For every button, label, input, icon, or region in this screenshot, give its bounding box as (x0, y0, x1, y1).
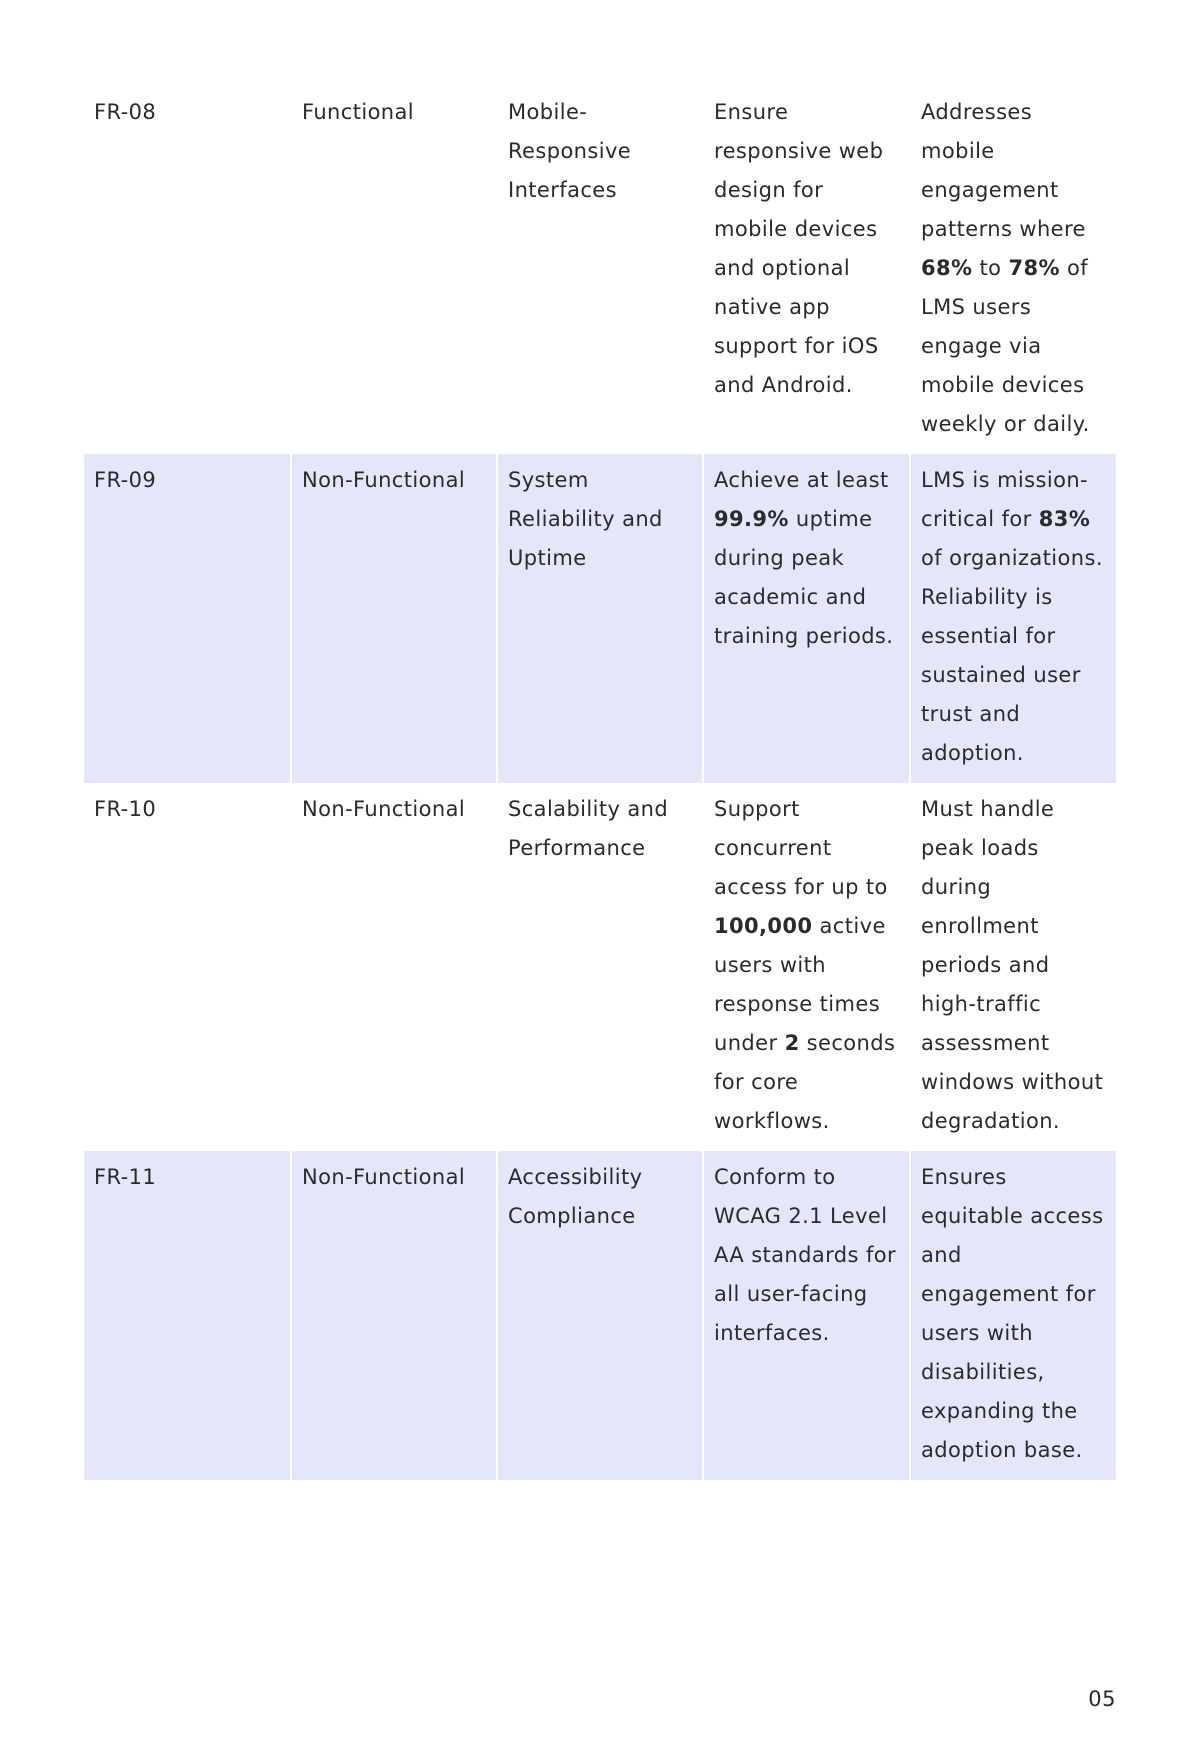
requirement-justification (909, 86, 1116, 454)
requirement-description (702, 86, 909, 454)
justification-text: of organizations. Reliability is essential for sustained user trust and adoption. (921, 546, 1103, 765)
requirement-id: FR-08 (84, 86, 290, 454)
table-row (84, 1151, 1116, 1480)
description-highlight: 99.9% (714, 507, 789, 531)
requirement-description (702, 1151, 909, 1480)
requirement-title: System Reliability and Uptime (496, 454, 702, 783)
description-text: Achieve at least (714, 468, 889, 492)
justification-highlight: 68% (921, 256, 973, 280)
justification-text: to (972, 256, 1009, 280)
requirement-justification (909, 454, 1116, 783)
description-text: Conform to WCAG 2.1 Level AA standards for all user-facing interfaces. (714, 1165, 897, 1345)
description-text: Support concurrent access for up to (714, 797, 888, 899)
requirement-type: Non-Functional (290, 783, 496, 1151)
requirement-title: Accessibility Compliance (496, 1151, 702, 1480)
description-text: active users with response times under (714, 914, 886, 1055)
requirement-description (702, 783, 909, 1151)
justification-text: Addresses mobile engagement patterns where (921, 100, 1086, 241)
justification-text: of LMS users engage via mobile devices weekly or daily. (921, 256, 1090, 436)
description-highlight: 2 (784, 1031, 800, 1055)
justification-highlight: 83% (1038, 507, 1091, 531)
description-text: Ensure responsive web design for mobile devices and optional native app support for iOS and Android. (714, 100, 884, 397)
requirements-table (84, 86, 1116, 1480)
requirement-description (702, 454, 909, 783)
requirement-title: Mobile-Responsive Interfaces (496, 86, 702, 454)
justification-text: Ensures equitable access and engagement for users with disabilities, expanding the adoption base. (921, 1165, 1104, 1462)
table-row (84, 86, 1116, 454)
description-text: seconds for core workflows. (714, 1031, 896, 1133)
requirement-id: FR-09 (84, 454, 290, 783)
requirement-type: Non-Functional (290, 454, 496, 783)
requirement-justification (909, 783, 1116, 1151)
justification-text: Must handle peak loads during enrollment periods and high-traffic assessment windows without degradation. (921, 797, 1104, 1133)
justification-text: LMS is mission-critical for (921, 468, 1089, 531)
description-text: uptime during peak academic and training periods. (714, 507, 894, 648)
table-row (84, 783, 1116, 1151)
requirement-id: FR-10 (84, 783, 290, 1151)
page-number: 05 (1088, 1687, 1116, 1711)
requirement-title: Scalability and Performance (496, 783, 702, 1151)
justification-highlight: 78% (1008, 256, 1060, 280)
requirement-type: Non-Functional (290, 1151, 496, 1480)
requirement-type: Functional (290, 86, 496, 454)
requirement-justification (909, 1151, 1116, 1480)
description-highlight: 100,000 (714, 914, 813, 938)
table-row (84, 454, 1116, 783)
requirement-id: FR-11 (84, 1151, 290, 1480)
